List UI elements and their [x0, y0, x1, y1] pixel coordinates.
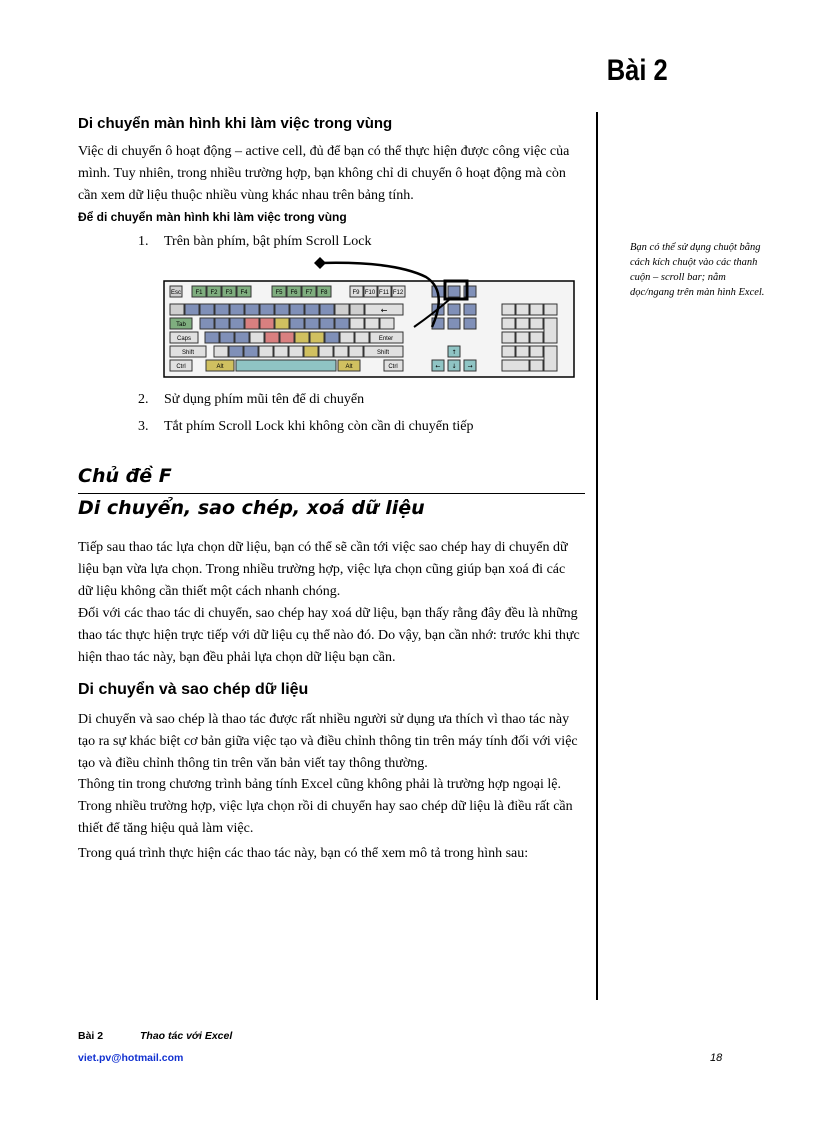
keyboard-illustration — [164, 257, 576, 379]
key-num-8 — [516, 318, 529, 329]
key-ctrl-left-label: Ctrl — [176, 364, 186, 370]
key-d — [235, 332, 249, 343]
key-esc-label: Esc — [170, 290, 182, 296]
key-bracket-right — [365, 318, 379, 329]
key-num-1 — [502, 346, 515, 357]
sidebar-note: Bạn có thể sử dụng chuột bằng cách kích chuột vào các thanh cuộn – scroll bar; nằm dọc/ngang trên màn hình Excel. — [630, 242, 765, 298]
key-f7-label: F7 — [305, 290, 313, 296]
key-h — [280, 332, 294, 343]
key-r — [245, 318, 259, 329]
key-num-5 — [516, 332, 529, 343]
key-backslash — [380, 318, 394, 329]
key-arrow-right-label: → — [467, 363, 473, 370]
key-f2-label: F2 — [210, 290, 218, 296]
key-backspace-label: ← — [380, 306, 388, 315]
key-period — [334, 346, 348, 357]
key-7 — [275, 304, 289, 315]
key-quote — [355, 332, 369, 343]
key-q — [200, 318, 214, 329]
key-l — [325, 332, 339, 343]
key-j — [295, 332, 309, 343]
key-arrow-left-label: ← — [435, 363, 441, 370]
key-slash — [349, 346, 363, 357]
key-w — [215, 318, 229, 329]
list-text: Tắt phím Scroll Lock khi không còn cần di chuyển tiếp — [164, 419, 474, 434]
column-divider — [596, 112, 598, 1000]
key-home — [448, 304, 460, 315]
key-semicolon — [340, 332, 354, 343]
key-t — [260, 318, 274, 329]
key-u — [290, 318, 304, 329]
key-comma — [319, 346, 333, 357]
list-text: Sử dụng phím mũi tên để di chuyển — [164, 392, 365, 407]
key-scroll-lock — [448, 286, 460, 297]
key-num-enter — [544, 346, 557, 371]
key-e — [230, 318, 244, 329]
key-p — [335, 318, 349, 329]
key-num-multiply — [530, 304, 543, 315]
paragraph-move-copy-2: Thông tin trong chương trình bảng tính Excel cũng không phải là trường hợp ngoại lệ. Trong nhiều trường hợp, việc lựa chọn rồi di chuyển hay sao chép dữ liệu là điều rất cần thiết để tăng hiệu quả làm việc. — [78, 777, 573, 836]
key-x — [229, 346, 243, 357]
key-backtick — [170, 304, 184, 315]
key-num-9 — [530, 318, 543, 329]
key-num-0 — [502, 360, 529, 371]
paragraph-note: Đối với các thao tác di chuyển, sao chép hay xoá dữ liệu, bạn thấy rằng đây đều là những thao tác thực hiện trực tiếp với dữ liệu cụ thể nào đó. Do vậy, bạn cần nhớ: trước khi thực hiện thao tác này, bạn đều phải lựa chọn dữ liệu bạn cần. — [78, 606, 580, 665]
key-k — [310, 332, 324, 343]
topic-rule — [78, 493, 585, 494]
key-page-up — [464, 304, 476, 315]
key-a — [205, 332, 219, 343]
paragraph-scroll-intro: Việc di chuyển ô hoạt động – active cell, đủ để bạn có thể thực hiện được công việc của mình. Tuy nhiên, trong nhiều trường hợp, bạn không chỉ di chuyển ô hoạt động mà còn cần xem dữ liệu thuộc nhiều vùng khác nhau trên bảng tính. — [78, 144, 570, 203]
key-f11-label: F11 — [379, 290, 389, 296]
list-number: 2. — [138, 392, 149, 407]
procedure-subheading: Để di chuyển màn hình khi làm việc trong vùng — [78, 210, 347, 224]
key-v — [259, 346, 273, 357]
key-s — [220, 332, 234, 343]
key-page-down — [464, 318, 476, 329]
key-b — [274, 346, 288, 357]
paragraph-move-copy-3: Trong quá trình thực hiện các thao tác này, bạn có thể xem mô tả trong hình sau: — [78, 846, 529, 861]
key-arrow-up-label: ↑ — [451, 349, 457, 356]
key-f10-label: F10 — [364, 290, 376, 296]
key-z — [214, 346, 228, 357]
key-numlock — [502, 304, 515, 315]
key-5 — [245, 304, 259, 315]
key-4 — [230, 304, 244, 315]
key-8 — [290, 304, 304, 315]
key-num-6 — [530, 332, 543, 343]
key-ctrl-right-label: Ctrl — [388, 364, 398, 370]
section-heading-move-copy: Di chuyển và sao chép dữ liệu — [78, 681, 309, 698]
key-num-4 — [502, 332, 515, 343]
key-equals — [350, 304, 364, 315]
topic-title: Di chuyển, sao chép, xoá dữ liệu — [78, 497, 425, 519]
key-1 — [185, 304, 199, 315]
list-number: 1. — [138, 234, 149, 249]
key-space — [236, 360, 336, 371]
key-f5-label: F5 — [275, 290, 283, 296]
list-text: Trên bàn phím, bật phím Scroll Lock — [164, 234, 372, 249]
footer-lesson: Bài 2 — [78, 1030, 104, 1042]
key-alt-right-label: Alt — [345, 364, 353, 370]
key-2 — [200, 304, 214, 315]
key-minus — [335, 304, 349, 315]
key-num-divide — [516, 304, 529, 315]
key-bracket-left — [350, 318, 364, 329]
key-caps-label: Caps — [176, 336, 192, 342]
key-n — [289, 346, 303, 357]
key-g — [265, 332, 279, 343]
page-number: 18 — [710, 1052, 723, 1064]
list-number: 3. — [138, 419, 149, 434]
key-num-2 — [516, 346, 529, 357]
key-0 — [320, 304, 334, 315]
key-arrow-down-label: ↓ — [451, 363, 457, 370]
key-num-decimal — [530, 360, 543, 371]
key-c — [244, 346, 258, 357]
key-f6-label: F6 — [290, 290, 298, 296]
key-m — [304, 346, 318, 357]
key-6 — [260, 304, 274, 315]
key-shift-right-label: Shift — [376, 350, 390, 356]
key-9 — [305, 304, 319, 315]
key-f3-label: F3 — [225, 290, 233, 296]
key-f1-label: F1 — [195, 290, 203, 296]
key-enter-label: Enter — [378, 336, 394, 342]
key-f4-label: F4 — [240, 290, 248, 296]
key-shift-left-label: Shift — [181, 350, 195, 356]
key-f — [250, 332, 264, 343]
pointer-diamond — [314, 257, 326, 269]
key-tab-label: Tab — [176, 322, 186, 328]
key-i — [305, 318, 319, 329]
key-3 — [215, 304, 229, 315]
key-num-7 — [502, 318, 515, 329]
key-y — [275, 318, 289, 329]
key-num-plus — [544, 318, 557, 343]
key-alt-left-label: Alt — [216, 364, 224, 370]
key-num-minus — [544, 304, 557, 315]
footer-subject: Thao tác với Excel — [140, 1030, 233, 1042]
paragraph-move-copy-1: Di chuyển và sao chép là thao tác được rất nhiều người sử dụng ưa thích vì thao tác này tạo ra sự khác biệt cơ bản giữa việc tạo và điều chỉnh thông tin trên máy tính đối với việc tạo và điều chỉnh thông tin trên văn bản viết tay thông thường. — [78, 712, 578, 771]
paragraph-intro: Tiếp sau thao tác lựa chọn dữ liệu, bạn có thể sẽ cần tới việc sao chép hay di chuyển dữ liệu bạn vừa lựa chọn. Trong nhiều trường hợp, việc lựa chọn cũng giúp bạn xoá đi các dữ liệu không cần thiết một cách nhanh chóng. — [78, 540, 568, 599]
lesson-title: Bài 2 — [607, 54, 668, 87]
key-end — [448, 318, 460, 329]
key-f12-label: F12 — [392, 290, 404, 296]
topic-label: Chủ đề F — [78, 465, 172, 487]
key-f9-label: F9 — [352, 290, 360, 296]
key-num-3 — [530, 346, 543, 357]
footer-email[interactable]: viet.pv@hotmail.com — [78, 1052, 184, 1064]
key-f8-label: F8 — [320, 290, 328, 296]
section-heading-scroll: Di chuyển màn hình khi làm việc trong vùng — [78, 115, 393, 132]
key-o — [320, 318, 334, 329]
